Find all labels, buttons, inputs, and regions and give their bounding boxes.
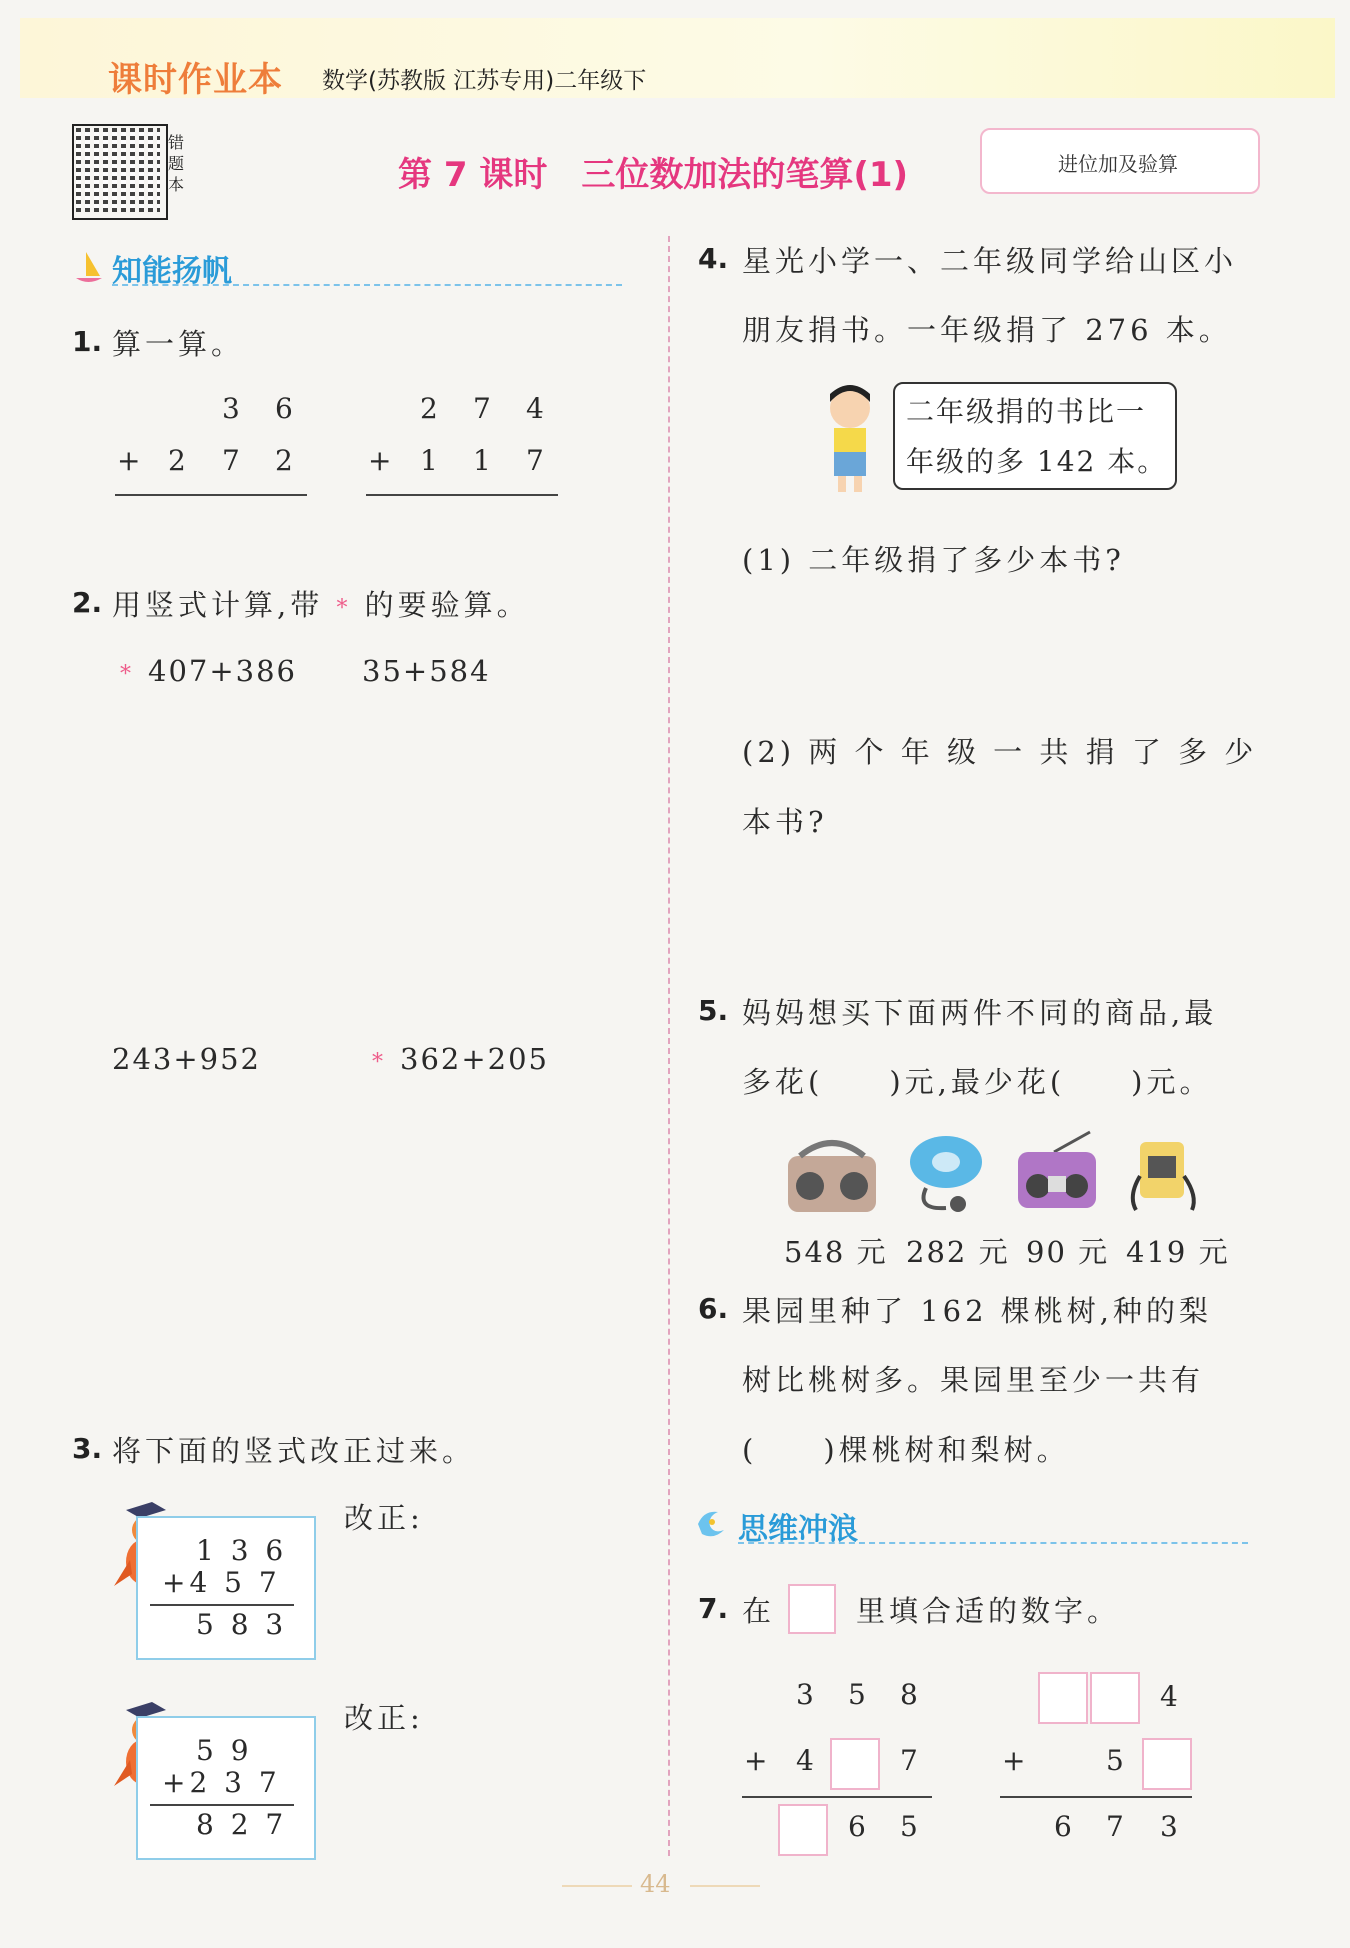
price-label: 548 元 bbox=[784, 1235, 888, 1269]
answer-box[interactable] bbox=[778, 1804, 828, 1856]
answer-box[interactable] bbox=[830, 1738, 880, 1790]
walkman-icon bbox=[1126, 1136, 1206, 1220]
correction-label: 改正: bbox=[344, 1501, 424, 1535]
question-number: 7. bbox=[698, 1592, 729, 1625]
question-number: 4. bbox=[698, 242, 729, 275]
question-number: 3. bbox=[72, 1432, 103, 1465]
sample-box bbox=[788, 1584, 836, 1634]
digit: 6 bbox=[275, 392, 293, 425]
plus-sign: + bbox=[744, 1744, 768, 1777]
sail-icon bbox=[72, 250, 104, 288]
radio-icon bbox=[784, 1134, 880, 1220]
digit: 5 bbox=[848, 1678, 866, 1711]
sum-line bbox=[742, 1796, 932, 1798]
answer-box[interactable] bbox=[1038, 1672, 1088, 1724]
plus-sign: + bbox=[1002, 1744, 1026, 1777]
price-label: 90 元 bbox=[1026, 1235, 1110, 1269]
digit: 5 bbox=[1106, 1744, 1124, 1777]
digit: 4 bbox=[1160, 1680, 1178, 1713]
sum-line bbox=[1000, 1796, 1192, 1798]
sum-line bbox=[366, 494, 558, 496]
book-subject: 数学(苏教版 江苏专用)二年级下 bbox=[322, 68, 647, 94]
digit: 7 bbox=[526, 444, 544, 477]
digit: 4 bbox=[796, 1744, 814, 1777]
question-number: 6. bbox=[698, 1292, 729, 1325]
question-text: 果园里种了 162 棵桃树,种的梨 bbox=[742, 1294, 1213, 1328]
calc-line: +2 3 7 bbox=[162, 1766, 281, 1799]
digit: 7 bbox=[900, 1744, 918, 1777]
question-text: 妈妈想买下面两件不同的商品,最 bbox=[742, 996, 1218, 1030]
digit: 1 bbox=[420, 444, 438, 477]
question-text: 将下面的竖式改正过来。 bbox=[112, 1434, 476, 1468]
price-label: 282 元 bbox=[906, 1235, 1010, 1269]
section-title-1: 知能扬帆 bbox=[112, 254, 232, 289]
star-icon: * bbox=[120, 662, 131, 687]
section-divider bbox=[112, 284, 622, 286]
calc-line: 5 9 bbox=[196, 1734, 253, 1767]
digit: 3 bbox=[796, 1678, 814, 1711]
sum-line bbox=[115, 494, 307, 496]
footer-rule bbox=[690, 1885, 760, 1887]
qr-label: 错题本 bbox=[168, 133, 185, 194]
digit: 8 bbox=[900, 1678, 918, 1711]
question-text: 多花( )元,最少花( )元。 bbox=[742, 1065, 1213, 1099]
calc-line: 5 8 3 bbox=[196, 1608, 288, 1641]
digit: 7 bbox=[473, 392, 491, 425]
calc-line: +4 5 7 bbox=[162, 1566, 281, 1599]
digit: 2 bbox=[275, 444, 293, 477]
page-number: 44 bbox=[640, 1870, 671, 1898]
sum-line bbox=[150, 1804, 294, 1806]
calc-line: 1 3 6 bbox=[196, 1534, 288, 1567]
expression: 362+205 bbox=[400, 1042, 550, 1076]
bubble-text: 年级的多 142 本。 bbox=[906, 445, 1168, 478]
calc-line: 8 2 7 bbox=[196, 1808, 288, 1841]
digit: 6 bbox=[1054, 1810, 1072, 1843]
plus-sign: + bbox=[117, 444, 141, 477]
question-text: 算一算。 bbox=[112, 327, 245, 361]
digit: 3 bbox=[1160, 1810, 1178, 1843]
question-text: 星光小学一、二年级同学给山区小 bbox=[742, 244, 1238, 278]
answer-box[interactable] bbox=[1142, 1738, 1192, 1790]
cassette-player-icon bbox=[1014, 1130, 1100, 1220]
qr-pattern bbox=[76, 128, 160, 212]
question-text: 里填合适的数字。 bbox=[856, 1594, 1121, 1628]
digit: 7 bbox=[1106, 1810, 1124, 1843]
expression: 35+584 bbox=[362, 654, 491, 688]
correction-label: 改正: bbox=[344, 1701, 424, 1735]
brand-logo: 课时作业本 bbox=[108, 60, 283, 100]
topic-text: 进位加及验算 bbox=[1058, 152, 1178, 176]
expression: 243+952 bbox=[112, 1042, 262, 1076]
footer-rule bbox=[562, 1885, 632, 1887]
question-text: ( )棵桃树和梨树。 bbox=[742, 1433, 1070, 1467]
section-divider bbox=[738, 1542, 1248, 1544]
question-text: 在 bbox=[742, 1594, 776, 1628]
expression: 407+386 bbox=[148, 654, 298, 688]
lesson-title: 第 7 课时 三位数加法的笔算(1) bbox=[398, 155, 909, 195]
star-icon: * bbox=[372, 1050, 383, 1075]
answer-box[interactable] bbox=[1090, 1672, 1140, 1724]
digit: 5 bbox=[900, 1810, 918, 1843]
digit: 1 bbox=[473, 444, 491, 477]
question-text: 用竖式计算,带 * 的要验算。 bbox=[112, 588, 530, 622]
bubble-text: 二年级捐的书比一 bbox=[906, 395, 1147, 428]
digit: 2 bbox=[420, 392, 438, 425]
cd-player-icon bbox=[906, 1132, 988, 1220]
sub-question: (1) 二年级捐了多少本书? bbox=[742, 543, 1125, 577]
question-number: 1. bbox=[72, 325, 103, 358]
sub-question: (2) 两 个 年 级 一 共 捐 了 多 少 bbox=[742, 735, 1258, 769]
digit: 4 bbox=[526, 392, 544, 425]
question-number: 2. bbox=[72, 586, 103, 619]
sub-question: 本书? bbox=[742, 805, 828, 839]
question-text: 树比桃树多。果园里至少一共有 bbox=[742, 1363, 1205, 1397]
question-number: 5. bbox=[698, 994, 729, 1027]
question-text: 朋友捐书。一年级捐了 276 本。 bbox=[742, 313, 1232, 347]
digit: 2 bbox=[168, 444, 186, 477]
digit: 7 bbox=[222, 444, 240, 477]
sum-line bbox=[150, 1604, 294, 1606]
column-divider bbox=[668, 236, 670, 1856]
section-title-2: 思维冲浪 bbox=[738, 1512, 858, 1547]
wave-icon bbox=[694, 1506, 726, 1542]
plus-sign: + bbox=[368, 444, 392, 477]
boy-icon bbox=[820, 380, 880, 500]
digit: 6 bbox=[848, 1810, 866, 1843]
digit: 3 bbox=[222, 392, 240, 425]
price-label: 419 元 bbox=[1126, 1235, 1230, 1269]
